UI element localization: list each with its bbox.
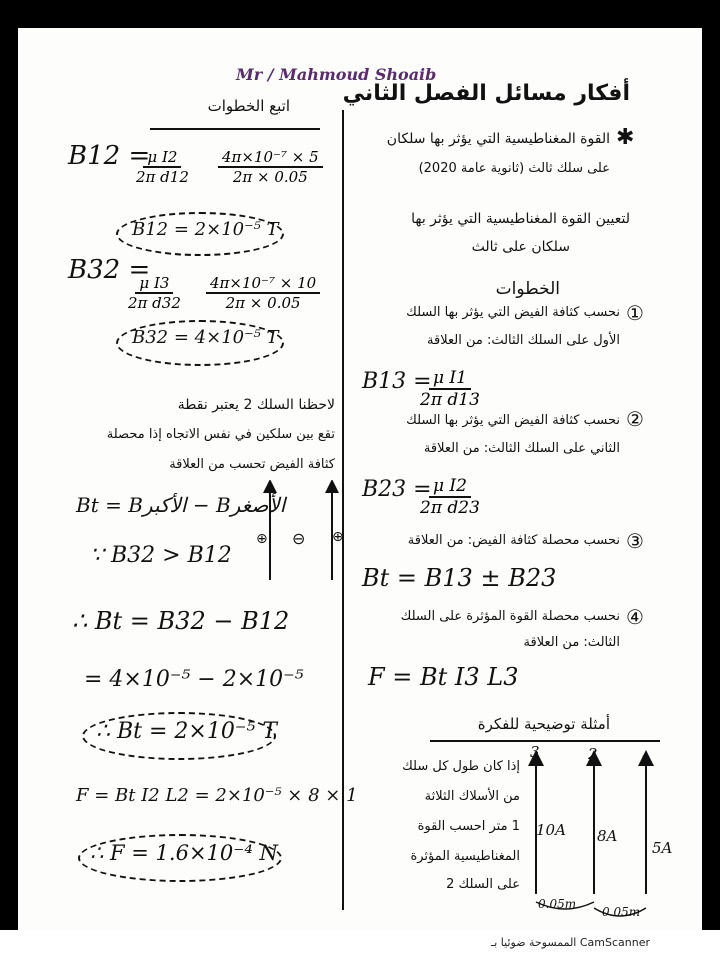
- step-2-denominator: 2π d23: [420, 498, 480, 518]
- b12-lhs: B12 =: [68, 141, 151, 171]
- steps-heading: اتبع الخطوات: [207, 97, 290, 115]
- bt-result: ∴ Bt = 2×10⁻⁵ T: [96, 719, 277, 744]
- b32-fraction: [128, 274, 181, 312]
- problem-line-2: على سلك ثالث (ثانوية عامة 2020): [418, 161, 610, 176]
- wire-3-label: 3: [530, 743, 540, 761]
- compare-b32-b12: ∵ B32 > B12: [90, 543, 232, 568]
- step-1-line-2: الأول على السلك الثالث: من العلاقة: [427, 333, 620, 348]
- goal-line-1: لتعيين القوة المغناطيسية التي يؤثر بها: [411, 211, 630, 227]
- b12-sub-numerator: 4π×10⁻⁷ × 5: [218, 148, 323, 168]
- author-name: Mr / Mahmoud Shoaib: [236, 65, 437, 84]
- step-4-equation: F = Bt I3 L3: [368, 663, 519, 691]
- example-line-3: 1 متر احسب القوة: [417, 819, 520, 834]
- example-line-1: إذا كان طول كل سلك: [402, 759, 520, 774]
- example-line-5: على السلك 2: [446, 877, 520, 892]
- step-3-equation: Bt = B13 ± B23: [362, 564, 557, 592]
- example-line-4: المغناطيسية المؤثرة: [410, 849, 520, 864]
- b32-lhs: B32 =: [68, 255, 151, 285]
- examples-underline: [430, 740, 660, 742]
- b32-sub-numerator: 4π×10⁻⁷ × 10: [206, 274, 320, 294]
- step-2-lhs: B23 =: [362, 477, 432, 502]
- chapter-title: أفكار مسائل الفصل الثاني: [342, 81, 630, 106]
- step-1-line-1: نحسب كثافة الفيض التي يؤثر بها السلك: [406, 305, 620, 320]
- step-4-line-1: نحسب محصلة القوة المؤثرة على السلك: [400, 609, 620, 624]
- wire-3-current: 10A: [536, 821, 566, 839]
- b32-sub-denominator: 2π × 0.05: [225, 294, 301, 312]
- bt-general-equation: Bt = Bالأكبر − Bالأصغر: [76, 493, 286, 517]
- force-equation: F = Bt I2 L2 = 2×10⁻⁵ × 8 × 1: [76, 785, 358, 806]
- examples-title: أمثلة توضيحية للفكرة: [477, 715, 610, 733]
- field-plus-symbol-2: ⊕: [332, 529, 344, 545]
- step-2-fraction: [420, 476, 480, 518]
- step-2-line-1: نحسب كثافة الفيض التي يؤثر بها السلك: [406, 413, 620, 428]
- bt-difference: ∴ Bt = B32 − B12: [72, 607, 290, 635]
- b12-result: B12 = 2×10⁻⁵ T: [132, 219, 279, 240]
- step-4-line-2: الثالث: من العلاقة: [523, 635, 620, 650]
- star-bullet: ✱: [616, 125, 635, 150]
- step-2-number: ②: [626, 407, 644, 431]
- b32-denominator: 2π d32: [128, 294, 181, 312]
- force-result: ∴ F = 1.6×10⁻⁴ N: [90, 841, 278, 865]
- title-underline: [150, 128, 320, 130]
- goal-line-2: سلكان على ثالث: [471, 239, 570, 255]
- note-line-3: كثافة الفيض تحسب من العلاقة: [169, 457, 335, 472]
- wire-1-label: 1: [640, 751, 650, 769]
- b12-denominator: 2π d12: [136, 168, 189, 186]
- distance-label-2: 0.05m: [602, 905, 641, 919]
- distance-label-1: 0.05m: [538, 897, 577, 911]
- b12-numerator: μ I2: [143, 148, 181, 168]
- step-1-denominator: 2π d13: [420, 390, 480, 410]
- step-3-number: ③: [626, 529, 644, 553]
- note-line-2: تقع بين سلكين في نفس الاتجاه إذا محصلة: [106, 427, 335, 442]
- b12-fraction: [136, 148, 189, 186]
- step-3-text: نحسب محصلة كثافة الفيض: من العلاقة: [407, 533, 620, 548]
- b12-substitution: [218, 148, 323, 186]
- b12-sub-denominator: 2π × 0.05: [232, 168, 308, 186]
- bt-substitution: = 4×10⁻⁵ − 2×10⁻⁵: [84, 667, 304, 692]
- example-line-2: من الأسلاك الثلاثة: [424, 789, 520, 804]
- step-1-number: ①: [626, 301, 644, 325]
- scanner-footer: [0, 930, 720, 960]
- scanner-watermark: الممسوحة ضوئيا بـ CamScanner: [491, 936, 650, 949]
- wire-2-current: 8A: [597, 827, 618, 845]
- step-1-lhs: B13 =: [362, 369, 432, 394]
- wire-2-label: 2: [588, 745, 598, 763]
- step-1-numerator: μ I1: [429, 368, 471, 390]
- problem-line-1: القوة المغناطيسية التي يؤثر بها سلكان: [386, 131, 610, 147]
- b32-substitution: [206, 274, 320, 312]
- step-2-line-2: الثاني على السلك الثالث: من العلاقة: [423, 441, 620, 456]
- field-minus-symbol: ⊖: [292, 529, 306, 548]
- step-2-numerator: μ I2: [429, 476, 471, 498]
- step-1-fraction: [420, 368, 480, 410]
- wire-1-current: 5A: [652, 839, 673, 857]
- note-line-1: لاحظنا السلك 2 يعتبر نقطة: [177, 397, 335, 413]
- steps-title: الخطوات: [495, 279, 560, 299]
- b32-numerator: μ I3: [135, 274, 173, 294]
- step-4-number: ④: [626, 605, 644, 629]
- field-plus-symbol-1: ⊕: [256, 531, 268, 547]
- b32-result: B32 = 4×10⁻⁵ T: [132, 327, 279, 348]
